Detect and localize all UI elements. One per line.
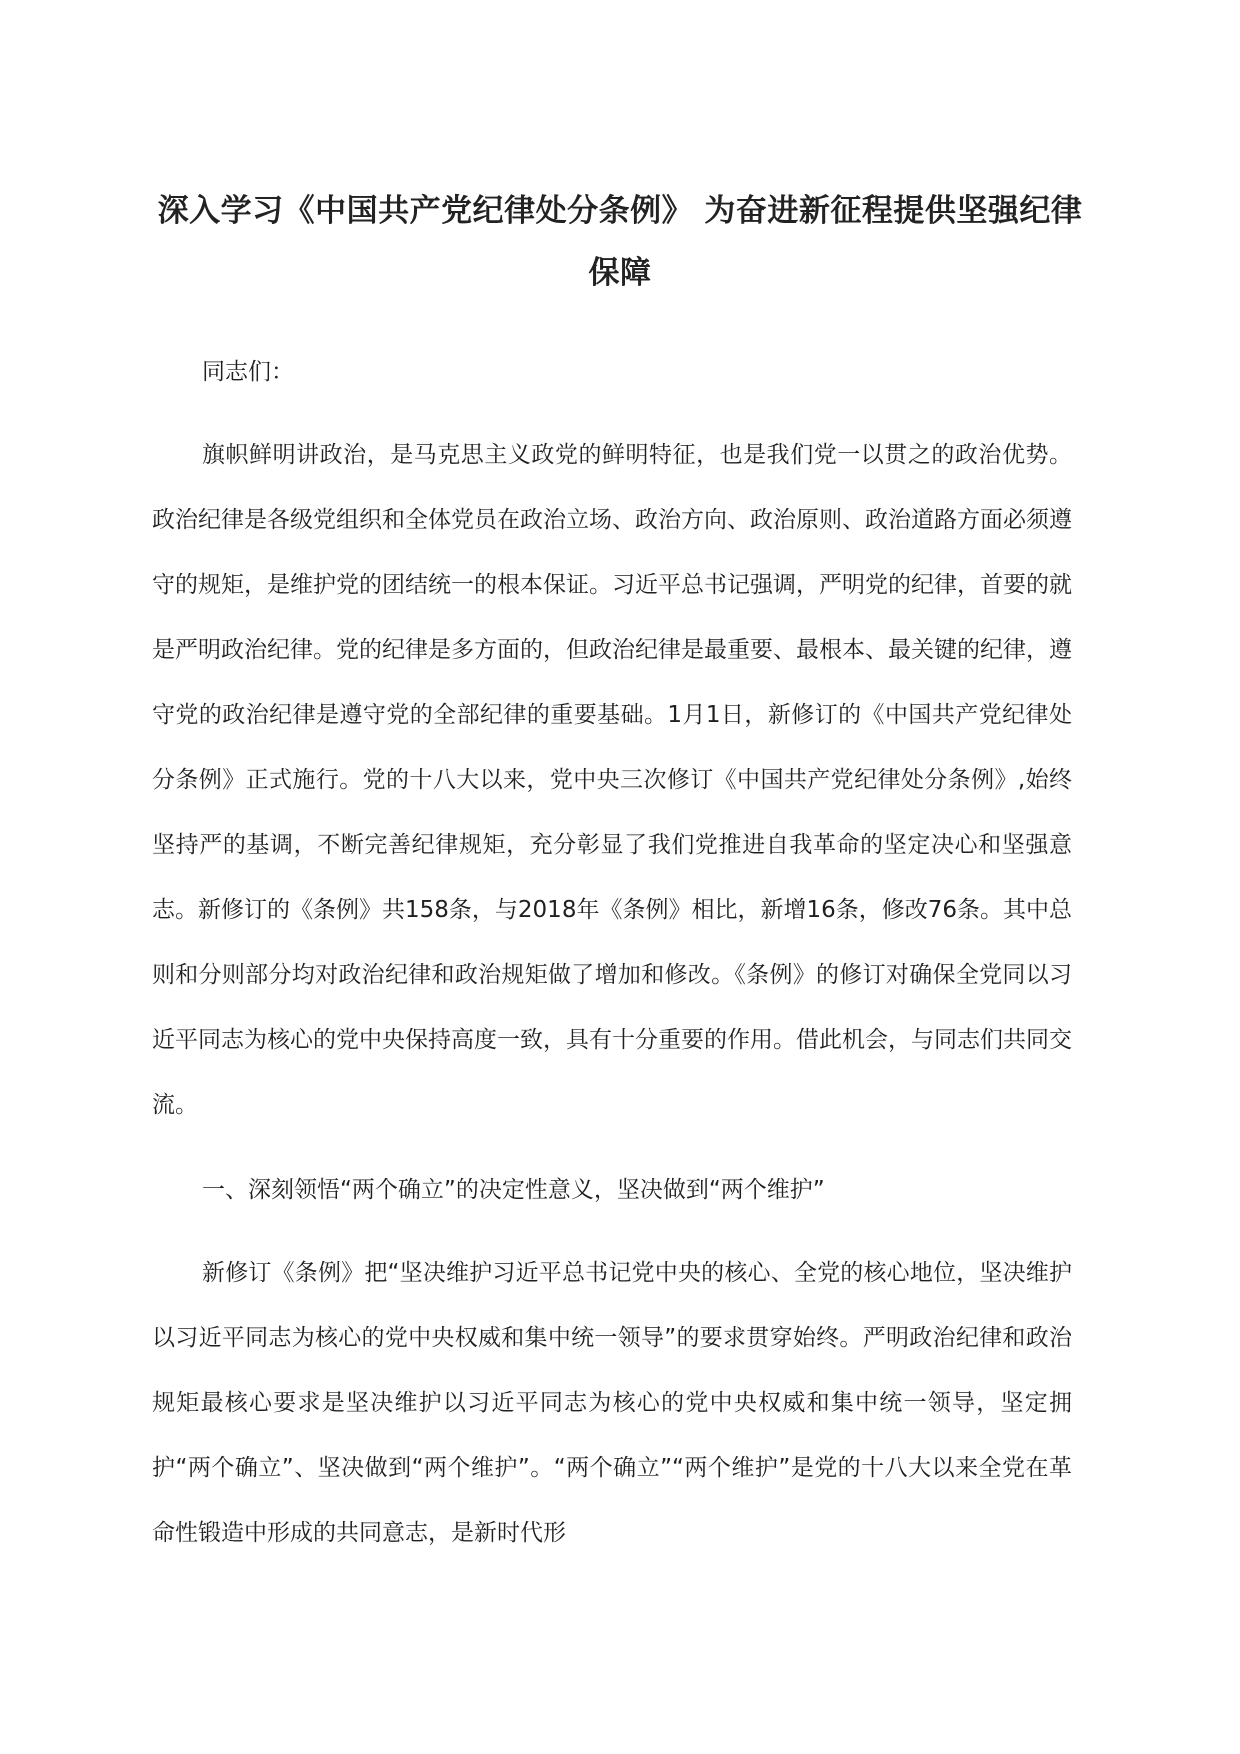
section-heading-1: 一、深刻领悟“两个确立”的决定性意义，坚决做到“两个维护” [202, 1177, 825, 1203]
document-title: 深入学习《中国共产党纪律处分条例》 为奋进新征程提供坚强纪律保障 [157, 193, 1083, 291]
paragraph-intro: 旗帜鲜明讲政治，是马克思主义政党的鲜明特征，也是我们党一以贯之的政治优势。政治纪律是各级党组织和全体党员在政治立场、政治方向、政治原则、政治道路方面必须遵守的规矩，是维护党的团结统一的根本保证。习近平总书记强调，严明党的纪律，首要的就是严明政治纪律。党的纪律是多方面的，但政治纪律是最重要、最根本、最关键的纪律，遵守党的政治纪律是遵守党的全部纪律的重要基础。1月1日，新修订的《中国共产党纪律处分条例》正式施行。党的十八大以来，党中央三次修订《中国共产党纪律处分条例》,始终坚持严的基调，不断完善纪律规矩，充分彰显了我们党推进自我革命的坚定决心和坚强意志。新修订的《条例》共158条，与2018年《条例》相比，新增16条，修改76条。其中总则和分则部分均对政治纪律和政治规矩做了增加和修改。《条例》的修订对确保全党同以习近平同志为核心的党中央保持高度一致，具有十分重要的作用。借此机会，与同志们共同交流。 [152, 442, 1072, 1118]
paragraph-section-1: 新修订《条例》把“坚决维护习近平总书记党中央的核心、全党的核心地位，坚决维护以习近平同志为核心的党中央权威和集中统一领导”的要求贯穿始终。严明政治纪律和政治规矩最核心要求是坚决维护以习近平同志为核心的党中央权威和集中统一领导，坚定拥护“两个确立”、坚决做到“两个维护”。“两个确立”“两个维护”是党的十八大以来全党在革命性锻造中形成的共同意志，是新时代形 [152, 1260, 1072, 1546]
document-body [152, 340, 1072, 1586]
salutation: 同志们： [202, 359, 294, 385]
